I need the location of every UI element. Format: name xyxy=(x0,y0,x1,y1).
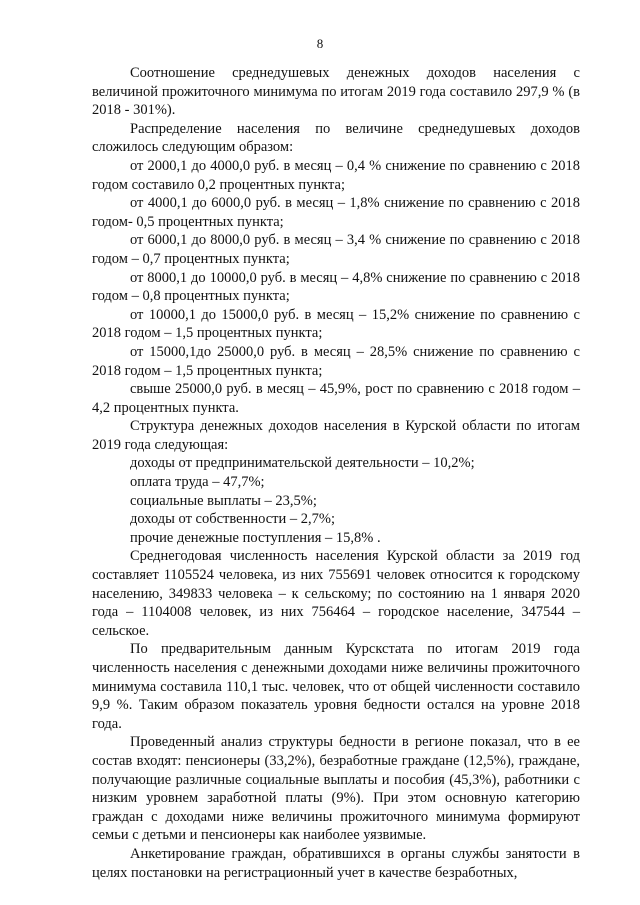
income-bracket-over-25000: свыше 25000,0 руб. в месяц – 45,9%, рост по сравнению с 2018 годом – 4,2 процентных пункта. xyxy=(92,381,580,416)
income-structure-property: доходы от собственности – 2,7%; xyxy=(130,511,335,528)
income-bracket-6000-8000: от 6000,1 до 8000,0 руб. в месяц – 3,4 % снижение по сравнению с 2018 годом – 0,7 процентных пункта; xyxy=(92,232,580,267)
income-structure-wages: оплата труда – 47,7%; xyxy=(130,474,265,491)
paragraph-income-structure-intro: Структура денежных доходов населения в Курской области по итогам 2019 года следующая: xyxy=(92,418,580,453)
paragraph-income-ratio: Соотношение среднедушевых денежных доходов населения с величиной прожиточного минимума по итогам 2019 года составило 297,9 % (в 2018 - 301%). xyxy=(92,65,580,119)
paragraph-population: Среднегодовая численность населения Курской области за 2019 год составляет 1105524 человека, из них 755691 человек относится к городскому населению, 349833 человека – к сельскому; по состоянию на 1 января 2020 года – 1104008 человек, из них 756464 – городское население, 347544 – сельское. xyxy=(92,548,580,639)
income-bracket-15000-25000: от 15000,1до 25000,0 руб. в месяц – 28,5% снижение по сравнению с 2018 годом – 1,5 процентных пункта; xyxy=(92,343,580,379)
income-structure-other: прочие денежные поступления – 15,8% . xyxy=(130,529,381,546)
paragraph-survey: Анкетирование граждан, обратившихся в органы службы занятости в целях постановки на регистрационный учет в качестве безработных, xyxy=(92,845,580,881)
income-bracket-10000-15000: от 10000,1 до 15000,0 руб. в месяц – 15,2% снижение по сравнению с 2018 годом – 1,5 процентных пункта; xyxy=(92,306,580,342)
income-bracket-8000-10000: от 8000,1 до 10000,0 руб. в месяц – 4,8% снижение по сравнению с 2018 годом – 0,8 процентных пункта; xyxy=(92,269,580,305)
document-body xyxy=(92,64,580,882)
paragraph-distribution-intro: Распределение населения по величине среднедушевых доходов сложилось следующим образом: xyxy=(92,120,580,156)
paragraph-poverty-level: По предварительным данным Курскстата по итогам 2019 года численность населения с денежными доходами ниже величины прожиточного минимума составила 110,1 тыс. человек, что от общей численности составило 9,9 %. Таким образом показатель уровня бедности остался на уровне 2018 года. xyxy=(92,641,580,732)
income-structure-business: доходы от предпринимательской деятельности – 10,2%; xyxy=(130,455,475,472)
paragraph-poverty-structure: Проведенный анализ структуры бедности в регионе показал, что в ее состав входят: пенсионеры (33,2%), безработные граждане (12,5%), граждане, получающие различные социальные выплаты и пособия (45,3%), работники с низким уровнем заработной платы (9%). При этом основную категорию граждан с доходами ниже величины прожиточного минимума формируют семьи с детьми и пенсионеры как наиболее уязвимые. xyxy=(92,734,580,844)
income-structure-social: социальные выплаты – 23,5%; xyxy=(130,492,317,509)
page-number: 8 xyxy=(316,36,324,51)
income-bracket-2000-4000: от 2000,1 до 4000,0 руб. в месяц – 0,4 % снижение по сравнению с 2018 годом составило 0,2 процентных пункта; xyxy=(92,157,580,193)
income-bracket-4000-6000: от 4000,1 до 6000,0 руб. в месяц – 1,8% снижение по сравнению с 2018 годом- 0,5 процентных пункта; xyxy=(92,195,580,230)
